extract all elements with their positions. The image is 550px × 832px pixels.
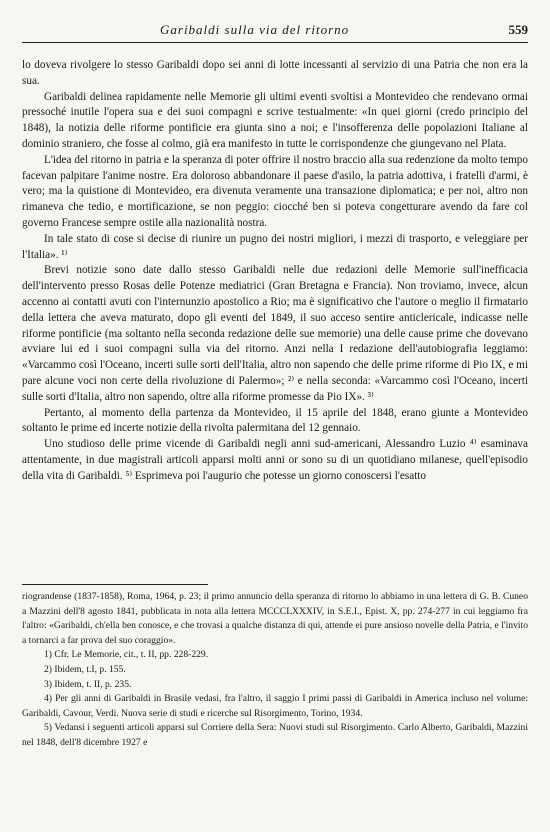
footnote-5: 5) Vedansi i seguenti articoli apparsi sul Corriere della Sera: Nuovi studi sul Risorgimento. Carlo Alberto, Garibaldi, Mazzini nel 1848, dell'8 dicembre 1927 e (22, 722, 528, 748)
header-rule (22, 42, 528, 43)
page-header (22, 16, 528, 38)
page-number: 559 (508, 22, 528, 37)
paragraph: L'idea del ritorno in patria e la speranza di poter offrire il nostro braccio alla sua redenzione da molto tempo facevan palpitare l'anime nostre. Era doloroso abbandonare il paese d'asilo, la patria adottiva, i fratelli d'armi, è vero; ma la quistione di Montevideo, era divenuta veramente una transazione diplomatica; e per noi, altro non rimaneva che tedio, e mortificazione, se non peggio: ciocché ben si poteva congetturare avendo da fare col governo Francese sempre ostile alla nazionalità nostra. (22, 153, 528, 229)
footnote-3: 3) Ibidem, t. II, p. 235. (44, 678, 132, 690)
paragraph: Pertanto, al momento della partenza da Montevideo, il 15 aprile del 1848, erano giunte a Montevideo soltanto le prime ed incerte notizie della rivolta palermitana del 12 gennaio. (22, 406, 528, 435)
footnote-1: 1) Cfr. Le Memorie, cit., t. II, pp. 228-229. (44, 649, 209, 661)
running-title: Garibaldi sulla via del ritorno (160, 22, 350, 37)
paragraph: Garibaldi delinea rapidamente nelle Memorie gli ultimi eventi svoltisi a Montevideo che rendevano ormai pressoché inutile l'opera sua e dei suoi compagni e scrive testualmente: «In quei giorni (credo principio del 1848), la notizia delle riforme pontificie era giunta sino a noi; e l'insofferenza delle popolazioni Italiane al dominio straniero, che fosse al colmo, già era manifesto in tutte le corrispondenze che giungevano nel Plata. (22, 90, 528, 150)
footnote-4: 4) Per gli anni di Garibaldi in Brasile vedasi, fra l'altro, il saggio I primi passi di Garibaldi in America incluso nel volume: Garibaldi, Cavour, Verdi. Nuova serie di studi e ricerche sul Risorgimento, Torino, 1934. (22, 693, 528, 719)
main-text (22, 58, 528, 485)
footnote-continuation: riograndense (1837-1858), Roma, 1964, p. 23; il primo annuncio della speranza di ritorno lo abbiamo in una lettera di G. B. Cuneo a Mazzini dell'8 agosto 1841, pubblicata in nota alla lettera MCCCLXXXIV, in S.E.I., Epist. X, pp. 274-277 in cui leggiamo fra l'altro: «Garibaldi, ch'ella ben conosce, e che trovasi a qualche distanza di qui, attende ei pure ansioso novelle della Patria, e l'invito a tornarci a far prova del suo coraggio». (22, 591, 528, 646)
footnotes (22, 590, 528, 751)
paragraph: Brevi notizie sono date dallo stesso Garibaldi nelle due redazioni delle Memorie sull'inefficacia dell'intervento presso Rosas delle Potenze mediatrici (Gran Bretagna e Francia). Non troviamo, invece, alcun accenno ai contatti avuti con l'internunzio apostolico a Rio; ma è significativo che l'autore o meglio il firmatario della lettera che aveva maturato, dopo gli eventi del 1849, il suo acceso sentire anticlericale, indicasse nelle riforme pontificie (ma soltanto nella seconda redazione delle sue memorie) una delle cause prime che dovevano avviare lui ed i suoi compagni sulla via del ritorno. Anzi nella I redazione dell'autobiografia leggiamo: «Varcammo così l'Oceano, incerti sulle sorti dell'Italia, altro non sapendo che delle prime riforme di Pio IX, e mi pare alcune voci non certe della rivoluzione di Palermo»; ²⁾ e nella seconda: «Varcammo così l'Oceano, incerti sulle sorti d'Italia, altro non sapendo, oltre alla riforme promesse da Pio IX». ³⁾ (22, 264, 528, 403)
paragraph: In tale stato di cose si decise di riunire un pugno dei nostri migliori, i mezzi di trasporto, e veleggiare per l'Italia». ¹⁾ (22, 232, 528, 261)
footnote-2: 2) Ibidem, t.I, p. 155. (44, 663, 126, 675)
paragraph-continued: lo doveva rivolgere lo stesso Garibaldi dopo sei anni di lotte incessanti al servizio di una Patria che non era la sua. (22, 59, 528, 87)
footnote-rule (22, 584, 208, 585)
paragraph: Uno studioso delle prime vicende di Garibaldi negli anni sud-americani, Alessandro Luzio ⁴⁾ esaminava attentamente, in due magistrali articoli apparsi molti anni or sono su di un quotidiano milanese, quell'episodio della vita di Garibaldi. ⁵⁾ Esprimeva poi l'augurio che potesse un giorno conoscersi l'esatto (22, 438, 528, 482)
